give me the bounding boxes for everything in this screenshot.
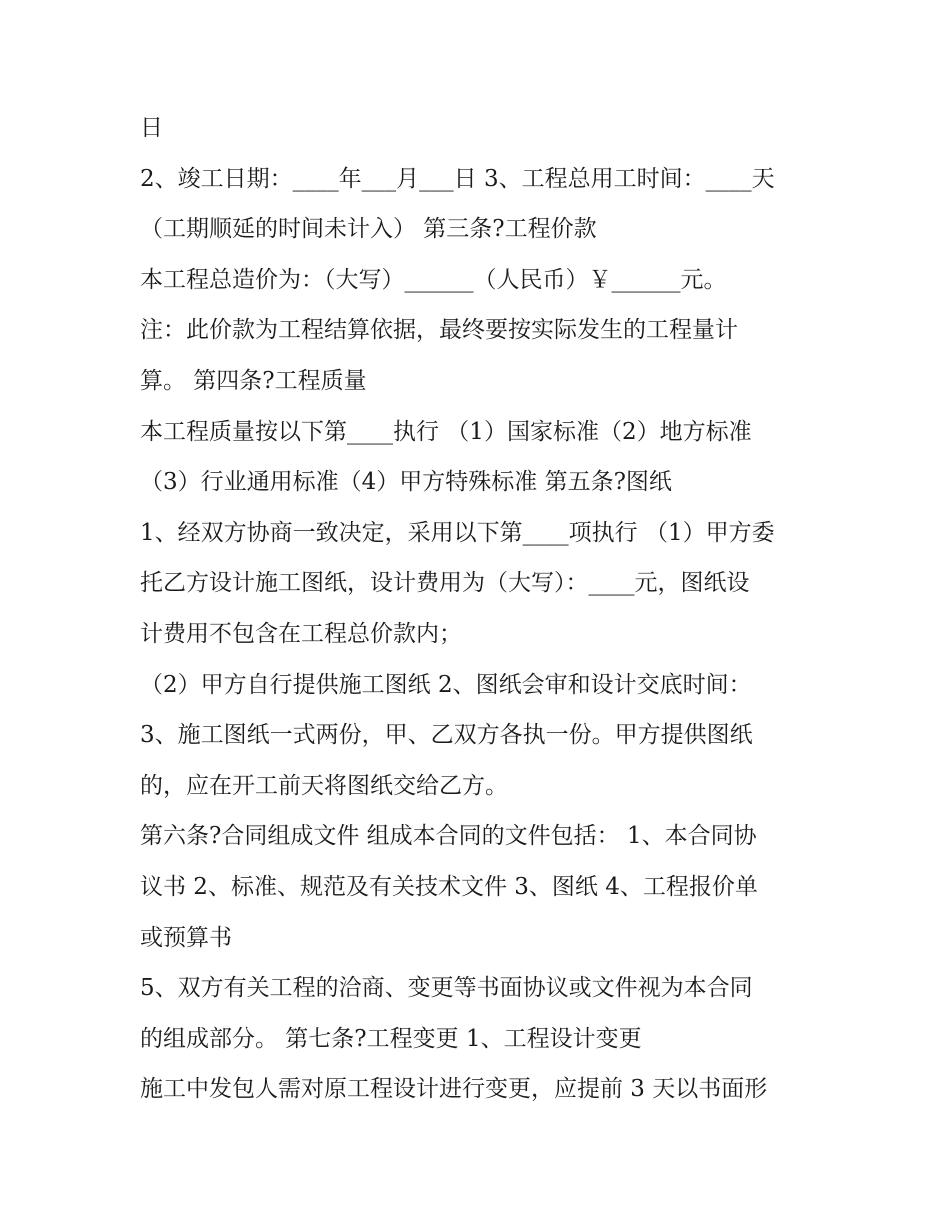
contract-text: [140, 103, 820, 1115]
text-line: 第六条?合同组成文件 组成本合同的文件包括： 1、本合同协: [140, 823, 757, 850]
text-line: 本工程总造价为：（大写）______（人民币）￥______元。: [140, 266, 727, 293]
text-line: （工期顺延的时间未计入） 第三条?工程价款: [140, 216, 597, 243]
text-line: 施工中发包人需对原工程设计进行变更，应提前 3 天以书面形: [140, 1076, 768, 1103]
text-line: 计费用不包含在工程总价款内；: [140, 620, 462, 647]
text-line: 2、竣工日期：____年___月___日 3、工程总用工时间：____天: [140, 165, 775, 192]
text-line: 的，应在开工前天将图纸交给乙方。: [140, 772, 508, 799]
text-line: 注：此价款为工程结算依据，最终要按实际发生的工程量计: [140, 317, 738, 344]
text-line: 1、经双方协商一致决定，采用以下第____项执行 （1）甲方委: [140, 519, 775, 546]
text-line: 的组成部分。 第七条?工程变更 1、工程设计变更: [140, 1025, 642, 1052]
text-line: （3）行业通用标准（4）甲方特殊标准 第五条?图纸: [140, 469, 672, 496]
text-line: 托乙方设计施工图纸，设计费用为（大写）：____元，图纸设: [140, 570, 750, 597]
text-line: 3、施工图纸一式两份，甲、乙双方各执一份。甲方提供图纸: [140, 722, 753, 749]
text-line: 日: [140, 115, 163, 141]
text-line: 或预算书: [140, 924, 232, 951]
text-line: 算。 第四条?工程质量: [140, 367, 367, 394]
text-line: 议书 2、标准、规范及有关技术文件 3、图纸 4、工程报价单: [140, 873, 758, 900]
text-line: 本工程质量按以下第____执行 （1）国家标准（2）地方标准: [140, 418, 752, 445]
text-line: （2）甲方自行提供施工图纸 2、图纸会审和设计交底时间：: [140, 671, 752, 698]
text-line: 5、双方有关工程的洽商、变更等书面协议或文件视为本合同: [140, 975, 753, 1002]
